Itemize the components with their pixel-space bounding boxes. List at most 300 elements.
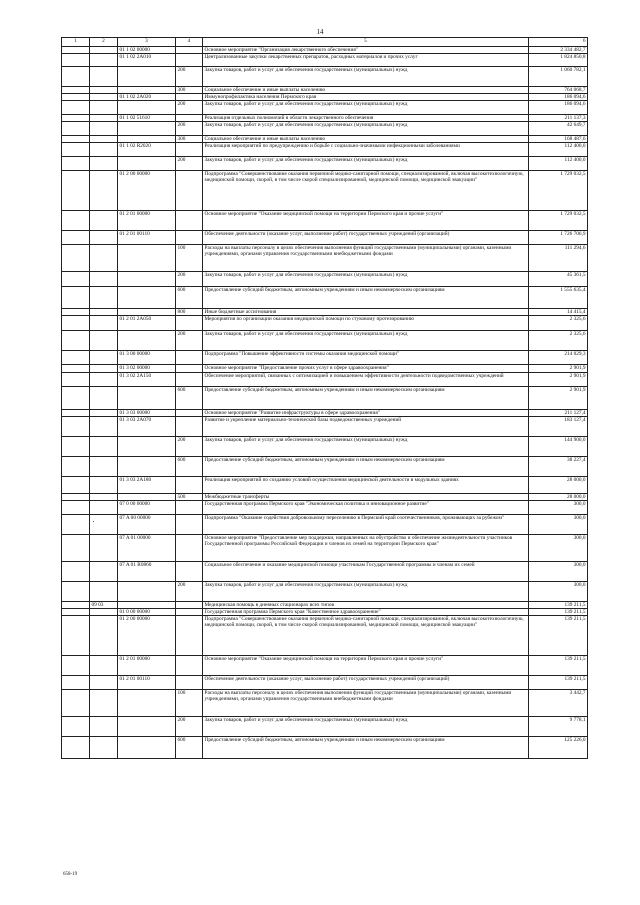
cell-subsection: [90, 655, 118, 675]
cell-description: Реализация мероприятий по созданию условий осуществления медицинской деятельности в модульных зданиях: [203, 476, 529, 493]
cell-amount: 139 211,5: [529, 615, 588, 655]
cell-description: Закупка товаров, работ и услуг для обеспечения государственных (муниципальных) нужд: [203, 436, 529, 456]
cell-expense-type: 200: [176, 101, 203, 115]
cell-target-code: [118, 493, 176, 500]
cell-description: Предоставление субсидий бюджетным, автономным учреждениям и иным некоммерческим организациям: [203, 287, 529, 309]
cell-expense-type: [176, 601, 203, 608]
cell-target-code: [118, 309, 176, 316]
cell-expense-type: 100: [176, 689, 203, 716]
cell-description: Социальное обеспечение и иные выплаты населению: [203, 87, 529, 94]
cell-target-code: 01 2 01 2A050: [118, 316, 176, 331]
cell-target-code: [118, 87, 176, 94]
cell-expense-type: [176, 561, 203, 581]
table-row: [62, 456, 588, 476]
cell-subsection: [90, 514, 118, 534]
cell-expense-type: 600: [176, 287, 203, 309]
cell-section: [62, 689, 90, 716]
table-row: [62, 231, 588, 245]
cell-expense-type: [176, 409, 203, 416]
cell-section: [62, 54, 90, 67]
cell-subsection: [90, 493, 118, 500]
cell-subsection: [90, 351, 118, 365]
cell-description: Основное мероприятие "Развитие инфраструктуры в сфере здравоохранения": [203, 409, 529, 416]
cell-expense-type: [176, 675, 203, 689]
cell-subsection: [90, 94, 118, 101]
cell-description: Обеспечение мероприятий, связанных с оптимизацией и повышением эффективности деятельности подведомственных учреждений: [203, 372, 529, 386]
cell-section: [62, 416, 90, 436]
cell-amount: 1 824 850,8: [529, 54, 588, 67]
cell-section: [62, 716, 90, 736]
cell-expense-type: 200: [176, 157, 203, 171]
cell-subsection: [90, 101, 118, 115]
table-row: [62, 608, 588, 615]
cell-target-code: 01 1 02 2A020: [118, 94, 176, 101]
cell-subsection: [90, 476, 118, 493]
cell-description: Расходы на выплаты персоналу в целях обеспечения выполнения функций государственными (муниципальными) органами, казенными учреждениями, органами управления государственными внебюджетными фондами: [203, 245, 529, 272]
table-row: [62, 272, 588, 287]
header-col-4: 4: [176, 38, 203, 47]
cell-section: [62, 47, 90, 54]
cell-target-code: [118, 245, 176, 272]
cell-target-code: 01 2 01 00110: [118, 231, 176, 245]
table-row: [62, 54, 588, 67]
cell-target-code: 01 0 00 00000: [118, 608, 176, 615]
cell-amount: 2 325,6: [529, 331, 588, 351]
cell-expense-type: [176, 514, 203, 534]
cell-description: Основное мероприятие "Оказание медицинской помощи на территории Пермского края и прочие услуги": [203, 211, 529, 231]
table-row: [62, 287, 588, 309]
cell-target-code: 01 3 02 00000: [118, 365, 176, 372]
cell-amount: 45 361,5: [529, 272, 588, 287]
table-row: [62, 365, 588, 372]
cell-description: Закупка товаров, работ и услуг для обеспечения государственных (муниципальных) нужд: [203, 122, 529, 136]
cell-amount: 211 137,3: [529, 115, 588, 122]
cell-section: [62, 561, 90, 581]
cell-description: Закупка товаров, работ и услуг для обеспечения государственных (муниципальных) нужд: [203, 716, 529, 736]
cell-target-code: [118, 122, 176, 136]
table-body: [62, 47, 588, 759]
cell-subsection: [90, 534, 118, 561]
cell-amount: 3 442,7: [529, 689, 588, 716]
table-row: [62, 500, 588, 514]
cell-amount: 139 211,5: [529, 601, 588, 608]
cell-subsection: [90, 67, 118, 87]
cell-amount: 144 900,0: [529, 436, 588, 456]
table-row: [62, 245, 588, 272]
cell-description: Обеспечение деятельности (оказание услуг, выполнение работ) государственных учреждений (организаций): [203, 675, 529, 689]
cell-subsection: [90, 316, 118, 331]
cell-subsection: [90, 581, 118, 601]
cell-target-code: 07 A 01 R0860: [118, 561, 176, 581]
cell-section: [62, 351, 90, 365]
cell-target-code: 07 A 01 00000: [118, 534, 176, 561]
cell-target-code: [118, 101, 176, 115]
cell-section: [62, 287, 90, 309]
cell-expense-type: 200: [176, 716, 203, 736]
cell-description: Государственная программа Пермского края "Качественное здравоохранение": [203, 608, 529, 615]
table-row: [62, 436, 588, 456]
cell-expense-type: 300: [176, 136, 203, 143]
cell-subsection: [90, 157, 118, 171]
cell-section: [62, 331, 90, 351]
cell-section: [62, 436, 90, 456]
table-row: [62, 534, 588, 561]
cell-section: [62, 231, 90, 245]
cell-expense-type: 200: [176, 67, 203, 87]
cell-amount: 112 400,0: [529, 143, 588, 157]
cell-description: Развитие и укрепление материально-технической базы подведомственных учреждений: [203, 416, 529, 436]
cell-target-code: [118, 689, 176, 716]
cell-section: [62, 456, 90, 476]
cell-amount: 1 729 032,5: [529, 211, 588, 231]
cell-expense-type: 600: [176, 386, 203, 409]
cell-target-code: [118, 136, 176, 143]
table-row: [62, 476, 588, 493]
cell-description: Закупка товаров, работ и услуг для обеспечения государственных (муниципальных) нужд: [203, 101, 529, 115]
table-row: [62, 87, 588, 94]
cell-subsection: [90, 689, 118, 716]
cell-description: Иные бюджетные ассигнования: [203, 309, 529, 316]
cell-section: [62, 87, 90, 94]
cell-expense-type: [176, 655, 203, 675]
cell-target-code: 01 3 02 2A150: [118, 372, 176, 386]
cell-section: [62, 655, 90, 675]
cell-amount: 1 726 706,9: [529, 231, 588, 245]
cell-subsection: [90, 87, 118, 94]
table-row: [62, 581, 588, 601]
table-row: [62, 122, 588, 136]
cell-subsection: [90, 561, 118, 581]
cell-section: [62, 736, 90, 758]
cell-amount: 42 649,7: [529, 122, 588, 136]
cell-amount: 300,0: [529, 500, 588, 514]
cell-target-code: 01 3 03 2A070: [118, 416, 176, 436]
cell-target-code: [118, 716, 176, 736]
cell-subsection: [90, 122, 118, 136]
cell-section: [62, 115, 90, 122]
cell-description: Социальное обеспечение и иные выплаты населению: [203, 136, 529, 143]
cell-target-code: 01 1 02 R2020: [118, 143, 176, 157]
table-row: [62, 211, 588, 231]
cell-expense-type: [176, 94, 203, 101]
cell-expense-type: 200: [176, 581, 203, 601]
cell-section: [62, 94, 90, 101]
cell-expense-type: 500: [176, 493, 203, 500]
cell-target-code: 01 3 03 2A180: [118, 476, 176, 493]
cell-expense-type: [176, 351, 203, 365]
cell-subsection: [90, 287, 118, 309]
cell-description: Реализация мероприятий по предупреждению и борьбе с социально-значимыми инфекционными заболеваниями: [203, 143, 529, 157]
cell-subsection: [90, 615, 118, 655]
cell-description: Закупка товаров, работ и услуг для обеспечения государственных (муниципальных) нужд: [203, 272, 529, 287]
table-row: [62, 386, 588, 409]
header-col-2: 2: [90, 38, 118, 47]
table-row: [62, 416, 588, 436]
cell-subsection: [90, 386, 118, 409]
cell-expense-type: [176, 143, 203, 157]
cell-description: Медицинская помощь в дневных стационарах всех типов: [203, 601, 529, 608]
table-row: [62, 675, 588, 689]
table-row: [62, 716, 588, 736]
table-row: [62, 47, 588, 54]
cell-amount: 300,0: [529, 561, 588, 581]
table-row: [62, 601, 588, 608]
cell-description: Государственная программа Пермского края "Экономическая политика и инновационное развитие": [203, 500, 529, 514]
cell-section: [62, 157, 90, 171]
cell-amount: 2 901,9: [529, 386, 588, 409]
cell-subsection: [90, 736, 118, 758]
cell-amount: 139 211,5: [529, 655, 588, 675]
cell-target-code: 01 2 01 00110: [118, 675, 176, 689]
cell-target-code: 01 1 02 51610: [118, 115, 176, 122]
cell-target-code: 01 2 01 00000: [118, 211, 176, 231]
cell-expense-type: [176, 416, 203, 436]
table-row: [62, 331, 588, 351]
cell-expense-type: [176, 54, 203, 67]
cell-section: [62, 409, 90, 416]
cell-subsection: [90, 136, 118, 143]
cell-description: Социальное обеспечение и оказание медицинской помощи участникам Государственной программы и членам их семей: [203, 561, 529, 581]
cell-section: [62, 675, 90, 689]
cell-subsection: [90, 47, 118, 54]
table-row: [62, 94, 588, 101]
cell-description: Реализация отдельных полномочий в области лекарственного обеспечения: [203, 115, 529, 122]
cell-description: Иммунопрофилактика населения Пермского края: [203, 94, 529, 101]
cell-amount: 186 094,6: [529, 94, 588, 101]
table-row: [62, 136, 588, 143]
cell-target-code: 07 0 00 00000: [118, 500, 176, 514]
table-header-row: [62, 38, 588, 47]
table-row: [62, 115, 588, 122]
cell-amount: 1 060 782,1: [529, 67, 588, 87]
cell-description: Предоставление субсидий бюджетным, автономным учреждениям и иным некоммерческим организациям: [203, 456, 529, 476]
cell-subsection: [90, 309, 118, 316]
table-row: [62, 67, 588, 87]
cell-amount: 300,0: [529, 581, 588, 601]
cell-section: [62, 608, 90, 615]
cell-expense-type: 100: [176, 245, 203, 272]
cell-expense-type: [176, 608, 203, 615]
cell-amount: 2 901,9: [529, 365, 588, 372]
cell-expense-type: 600: [176, 456, 203, 476]
cell-amount: 112 400,0: [529, 157, 588, 171]
cell-amount: 139 211,5: [529, 608, 588, 615]
cell-expense-type: 200: [176, 272, 203, 287]
budget-table-container: [61, 37, 587, 759]
cell-amount: 14 415,4: [529, 309, 588, 316]
cell-expense-type: [176, 372, 203, 386]
cell-target-code: [118, 331, 176, 351]
cell-expense-type: 300: [176, 87, 203, 94]
footer-code: 658-19: [63, 872, 78, 877]
cell-description: Подпрограмма "Совершенствование оказания первичной медико-санитарной помощи, специализированной, включая высокотехнологичную, медицинской помощи, скорой, в том числе скорой специализированной, медицинской помощи, медицинской эвакуации": [203, 171, 529, 211]
cell-amount: 211 127,4: [529, 409, 588, 416]
cell-section: [62, 316, 90, 331]
cell-description: Мероприятия по организации оказания медицинской помощи по стуковому протезированию: [203, 316, 529, 331]
cell-target-code: 01 2 01 00000: [118, 655, 176, 675]
cell-amount: 111 294,6: [529, 245, 588, 272]
cell-expense-type: [176, 500, 203, 514]
cell-subsection: [90, 211, 118, 231]
cell-amount: 125 226,0: [529, 736, 588, 758]
cell-section: [62, 211, 90, 231]
cell-section: [62, 101, 90, 115]
cell-subsection: [90, 372, 118, 386]
table-row: [62, 143, 588, 157]
header-col-6: 6: [529, 38, 588, 47]
cell-amount: 168 487,6: [529, 136, 588, 143]
cell-expense-type: [176, 534, 203, 561]
cell-expense-type: [176, 171, 203, 211]
cell-expense-type: 200: [176, 331, 203, 351]
cell-amount: 1 729 032,5: [529, 171, 588, 211]
cell-subsection: [90, 500, 118, 514]
cell-description: Подпрограмма "Совершенствование оказания первичной медико-санитарной помощи, специализированной, включая высокотехнологичную, медицинской помощи, скорой, в том числе скорой специализированной, медицинской помощи, медицинской эвакуации": [203, 615, 529, 655]
cell-expense-type: [176, 615, 203, 655]
cell-subsection: [90, 272, 118, 287]
table-row: [62, 309, 588, 316]
cell-target-code: [118, 456, 176, 476]
cell-subsection: [90, 231, 118, 245]
cell-description: Централизованные закупки лекарственных препаратов, расходных материалов и прочих услуг: [203, 54, 529, 67]
cell-section: [62, 581, 90, 601]
cell-section: [62, 500, 90, 514]
cell-description: Основное мероприятие "Предоставление мер поддержки, направленных на обустройство и обеспечение жизнедеятельности участников Государственной программы Российской Федерации и членов их семей на территории Пермского края": [203, 534, 529, 561]
cell-subsection: [90, 675, 118, 689]
cell-amount: 183 127,4: [529, 416, 588, 436]
cell-target-code: [118, 601, 176, 608]
cell-description: Закупка товаров, работ и услуг для обеспечения государственных (муниципальных) нужд: [203, 331, 529, 351]
table-row: [62, 171, 588, 211]
cell-amount: 28 000,0: [529, 476, 588, 493]
cell-target-code: 01 3 00 00000: [118, 351, 176, 365]
cell-expense-type: [176, 316, 203, 331]
table-row: [62, 561, 588, 581]
cell-target-code: [118, 272, 176, 287]
cell-target-code: 01 2 00 00000: [118, 615, 176, 655]
cell-description: Расходы на выплаты персоналу в целях обеспечения выполнения функций государственными (муниципальными) органами, казенными учреждениями, органами управления государственными внебюджетными фондами: [203, 689, 529, 716]
cell-expense-type: 200: [176, 122, 203, 136]
cell-section: [62, 143, 90, 157]
cell-expense-type: [176, 211, 203, 231]
cell-target-code: [118, 67, 176, 87]
cell-section: [62, 615, 90, 655]
table-row: [62, 157, 588, 171]
cell-target-code: [118, 736, 176, 758]
table-row: [62, 101, 588, 115]
header-col-5: 5: [203, 38, 529, 47]
cell-amount: 300,0: [529, 514, 588, 534]
cell-description: Подпрограмма "Оказание содействия добровольному переселению в Пермский край соотечественников, проживающих за рубежом": [203, 514, 529, 534]
cell-description: Основное мероприятие "Оказание медицинской помощи на территории Пермского края и прочие услуги": [203, 655, 529, 675]
table-row: [62, 736, 588, 758]
cell-amount: 38 227,4: [529, 456, 588, 476]
cell-section: [62, 136, 90, 143]
cell-target-code: [118, 157, 176, 171]
table-row: [62, 615, 588, 655]
cell-target-code: 07 A 00 00000: [118, 514, 176, 534]
cell-amount: 214 029,3: [529, 351, 588, 365]
cell-description: Основное мероприятие "Организация лекарственного обеспечения": [203, 47, 529, 54]
cell-subsection: [90, 409, 118, 416]
cell-section: [62, 601, 90, 608]
cell-target-code: [118, 386, 176, 409]
cell-amount: 2 334 482,7: [529, 47, 588, 54]
cell-subsection: [90, 171, 118, 211]
cell-expense-type: [176, 47, 203, 54]
cell-target-code: [118, 581, 176, 601]
cell-description: Обеспечение деятельности (оказание услуг, выполнение работ) государственных учреждений (организаций): [203, 231, 529, 245]
header-col-3: 3: [118, 38, 176, 47]
cell-section: [62, 122, 90, 136]
cell-section: [62, 514, 90, 534]
budget-table: [61, 37, 588, 759]
cell-amount: 1 555 635,4: [529, 287, 588, 309]
cell-subsection: [90, 456, 118, 476]
cell-description: Закупка товаров, работ и услуг для обеспечения государственных (муниципальных) нужд: [203, 67, 529, 87]
cell-amount: 2 901,9: [529, 372, 588, 386]
cell-section: [62, 493, 90, 500]
cell-amount: 300,0: [529, 534, 588, 561]
table-row: [62, 409, 588, 416]
cell-subsection: [90, 716, 118, 736]
cell-expense-type: 200: [176, 436, 203, 456]
cell-target-code: 01 1 02 2A010: [118, 54, 176, 67]
cell-amount: 139 211,5: [529, 675, 588, 689]
cell-subsection: 09 03: [90, 601, 118, 608]
cell-section: [62, 309, 90, 316]
cell-subsection: [90, 365, 118, 372]
page-number: 14: [316, 28, 324, 36]
cell-section: [62, 386, 90, 409]
cell-expense-type: 600: [176, 736, 203, 758]
cell-section: [62, 476, 90, 493]
cell-description: Подпрограмма "Повышение эффективности системы оказания медицинской помощи": [203, 351, 529, 365]
cell-section: [62, 171, 90, 211]
table-row: [62, 514, 588, 534]
cell-description: Межбюджетные трансферты: [203, 493, 529, 500]
cell-amount: 186 094,6: [529, 101, 588, 115]
table-row: [62, 351, 588, 365]
header-col-1: 1: [62, 38, 90, 47]
cell-target-code: 01 3 03 00000: [118, 409, 176, 416]
table-row: [62, 689, 588, 716]
cell-amount: 2 325,6: [529, 316, 588, 331]
cell-description: Основное мероприятие "Предоставление прочих услуг в сфере здравоохранения": [203, 365, 529, 372]
cell-amount: 28 000,0: [529, 493, 588, 500]
cell-description: Предоставление субсидий бюджетным, автономным учреждениям и иным некоммерческим организациям: [203, 736, 529, 758]
cell-description: Предоставление субсидий бюджетным, автономным учреждениям и иным некоммерческим организациям: [203, 386, 529, 409]
cell-section: [62, 372, 90, 386]
table-row: [62, 316, 588, 331]
cell-subsection: [90, 608, 118, 615]
cell-amount: 764 068,7: [529, 87, 588, 94]
cell-subsection: [90, 54, 118, 67]
cell-subsection: [90, 436, 118, 456]
cell-expense-type: [176, 231, 203, 245]
cell-subsection: [90, 245, 118, 272]
cell-section: [62, 67, 90, 87]
cell-description: Закупка товаров, работ и услуг для обеспечения государственных (муниципальных) нужд: [203, 581, 529, 601]
cell-section: [62, 365, 90, 372]
cell-expense-type: [176, 365, 203, 372]
cell-subsection: [90, 331, 118, 351]
cell-target-code: 01 2 00 00000: [118, 171, 176, 211]
cell-expense-type: [176, 115, 203, 122]
table-row: [62, 655, 588, 675]
cell-expense-type: 800: [176, 309, 203, 316]
cell-section: [62, 245, 90, 272]
